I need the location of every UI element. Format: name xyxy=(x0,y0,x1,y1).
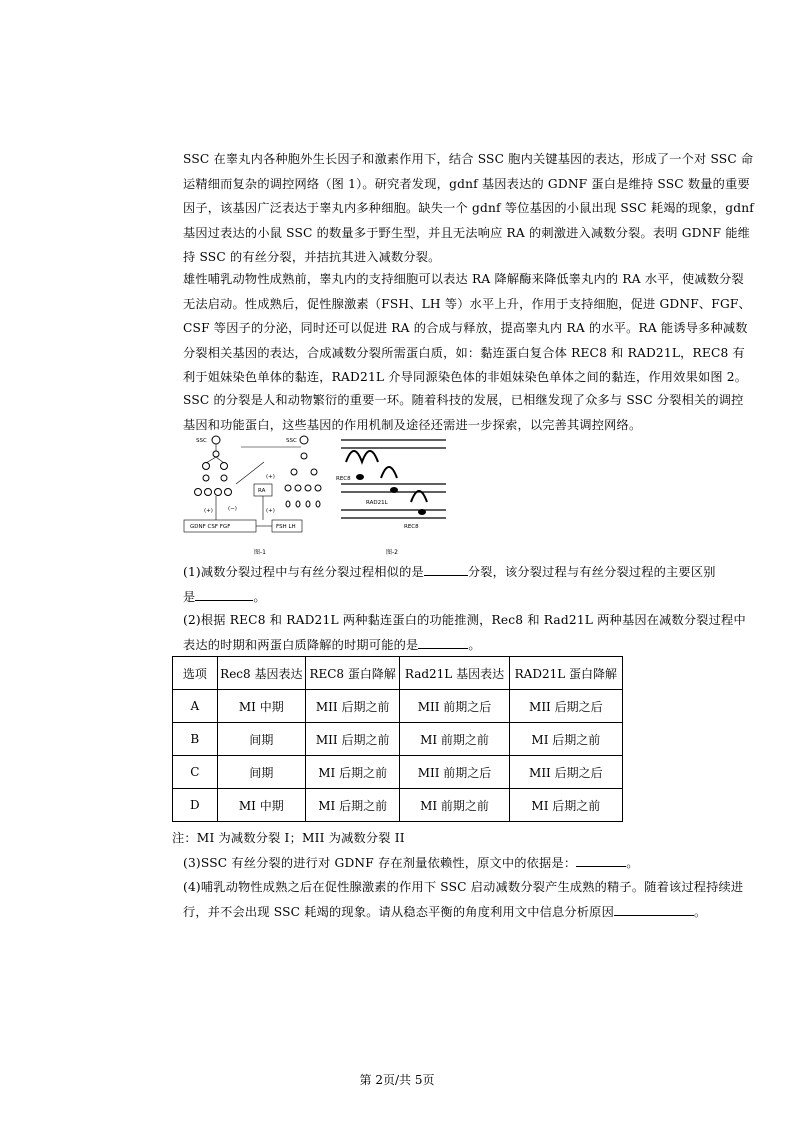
question-4: (4)哺乳动物性成熟之后在促性腺激素的作用下 SSC 启动减数分裂产生成熟的精子。随着该过程持续进行，并不会出现 SSC 耗竭的现象。请从稳态平衡的角度利用文中信息分析原因 。 xyxy=(183,880,744,919)
table-cell: MI 中期 xyxy=(217,789,305,822)
answer-blank-q1-b[interactable] xyxy=(195,586,253,601)
fig2-rec8-label: REC8 xyxy=(336,476,351,482)
paragraph-1: SSC 在睾丸内各种胞外生长因子和激素作用下，结合 SSC 胞内关键基因的表达，形成了一个对 SSC 命运精细而复杂的调控网络（图 1）。研究者发现，gdnf 基因表达的 GDNF 蛋白是维持 SSC 数量的重要因子，该基因广泛表达于睾丸内多种细胞。缺失一个 gdnf 等位基因的小鼠出现 SSC 耗竭的现象，gdnf 基因过表达的小鼠 SSC 的数量多于野生型，并且无法响应 RA 的刺激进入减数分裂。表明 GDNF 能维持 SSC 的有丝分裂，并拮抗其进入减数分裂。 xyxy=(183,152,754,264)
table-cell: MI 后期之前 xyxy=(509,789,622,822)
table-row xyxy=(173,789,623,822)
fig2-caption: 图-2 xyxy=(386,549,398,556)
table-cell: MII 后期之后 xyxy=(509,756,622,789)
fig2-rad21l-label: RAD21L xyxy=(366,500,388,506)
table-header-cell: Rad21L 基因表达 xyxy=(400,657,509,690)
fig1-caption: 图-1 xyxy=(254,549,266,556)
question-3: (3)SSC 有丝分裂的进行对 GDNF 存在剂量依赖性，原文中的依据是： 。 xyxy=(183,851,755,876)
paragraph-2: 雄性哺乳动物性成熟前，睾丸内的支持细胞可以表达 RA 降解酶来降低睾丸内的 RA 水平，使减数分裂无法启动。性成熟后，促性腺激素（FSH、LH 等）水平上升，作用于支持细胞，促进 GDNF、FGF、CSF 等因子的分泌，同时还可以促进 RA 的合成与释放，提高睾丸内 RA 的水平。RA 能诱导多种减数分裂相关基因的表达，合成减数分裂所需蛋白质，如：黏连蛋白复合体 REC8 和 RAD21L，REC8 有利于姐妹染色单体的黏连，RAD21L 介导同源染色体的非姐妹染色单体之间的黏连，作用效果如图 2。 xyxy=(183,272,751,384)
table-cell: B xyxy=(173,723,218,756)
fig1-ssc-label-2: SSC xyxy=(286,438,297,444)
table-cell: MII 后期之前 xyxy=(306,690,400,723)
table-cell: MI 后期之前 xyxy=(306,789,400,822)
table-note: 注：MI 为减数分裂 I；MII 为减数分裂 II xyxy=(172,831,405,845)
page-footer: 第 2页/共 5页 xyxy=(359,1073,435,1087)
fig1-ra-label: RA xyxy=(258,488,266,494)
table-row xyxy=(173,756,623,789)
table-cell: MII 后期之前 xyxy=(306,723,400,756)
answer-blank-q3[interactable] xyxy=(576,852,626,867)
fig1-fsh-label: FSH LH xyxy=(276,524,296,530)
question-2: (2)根据 REC8 和 RAD21L 两种黏连蛋白的功能推测，Rec8 和 Rad21L 两种基因在减数分裂过程中表达的时期和两蛋白质降解的时期可能的是 。 xyxy=(183,613,746,652)
fig1-plus-2: (+) xyxy=(204,508,213,514)
table-cell: MII 后期之后 xyxy=(509,690,622,723)
fig1-ssc-cell xyxy=(212,436,220,444)
table-header-cell: RAD21L 蛋白降解 xyxy=(509,657,622,690)
fig1-plus-3: (+) xyxy=(266,508,275,514)
answer-blank-q1-a[interactable] xyxy=(424,561,468,576)
table-cell: MI 后期之前 xyxy=(509,723,622,756)
fig1-minus: (−) xyxy=(228,506,237,512)
table-cell: MI 前期之前 xyxy=(400,789,509,822)
table-cell: D xyxy=(173,789,218,822)
table-cell: MI 后期之前 xyxy=(306,756,400,789)
table-cell: MII 前期之后 xyxy=(400,756,509,789)
table-cell: MII 前期之后 xyxy=(400,690,509,723)
table-header-cell: Rec8 基因表达 xyxy=(217,657,305,690)
figure-2 xyxy=(336,440,446,556)
table-row xyxy=(173,690,623,723)
table-header-row xyxy=(173,657,623,690)
options-table xyxy=(172,656,623,822)
figure-1 xyxy=(184,436,321,556)
table-header-cell: REC8 蛋白降解 xyxy=(306,657,400,690)
table-cell: C xyxy=(173,756,218,789)
answer-blank-q4[interactable] xyxy=(614,901,694,916)
table-cell: A xyxy=(173,690,218,723)
fig1-gdnf-label: GDNF CSF FGF xyxy=(190,524,231,530)
table-cell: MI 中期 xyxy=(217,690,305,723)
table-cell: 间期 xyxy=(217,723,305,756)
table-cell: MI 前期之前 xyxy=(400,723,509,756)
table-row xyxy=(173,723,623,756)
table-cell: 间期 xyxy=(217,756,305,789)
fig2-rec8-label-2: REC8 xyxy=(404,524,419,530)
figure-diagram xyxy=(176,432,450,560)
paragraph-3: SSC 的分裂是人和动物繁衍的重要一环。随着科技的发展，已相继发现了众多与 SSC 分裂相关的调控基因和功能蛋白，这些基因的作用机制及途径还需进一步探索，以完善其调控网络。 xyxy=(183,393,744,432)
fig1-plus-1: (+) xyxy=(266,474,275,480)
question-1: (1)减数分裂过程中与有丝分裂过程相似的是 分裂，该分裂过程与有丝分裂过程的主要区别 是 。 xyxy=(183,560,755,609)
fig1-ssc-label: SSC xyxy=(196,438,207,444)
answer-blank-q2[interactable] xyxy=(418,634,468,649)
table-header-cell: 选项 xyxy=(173,657,218,690)
